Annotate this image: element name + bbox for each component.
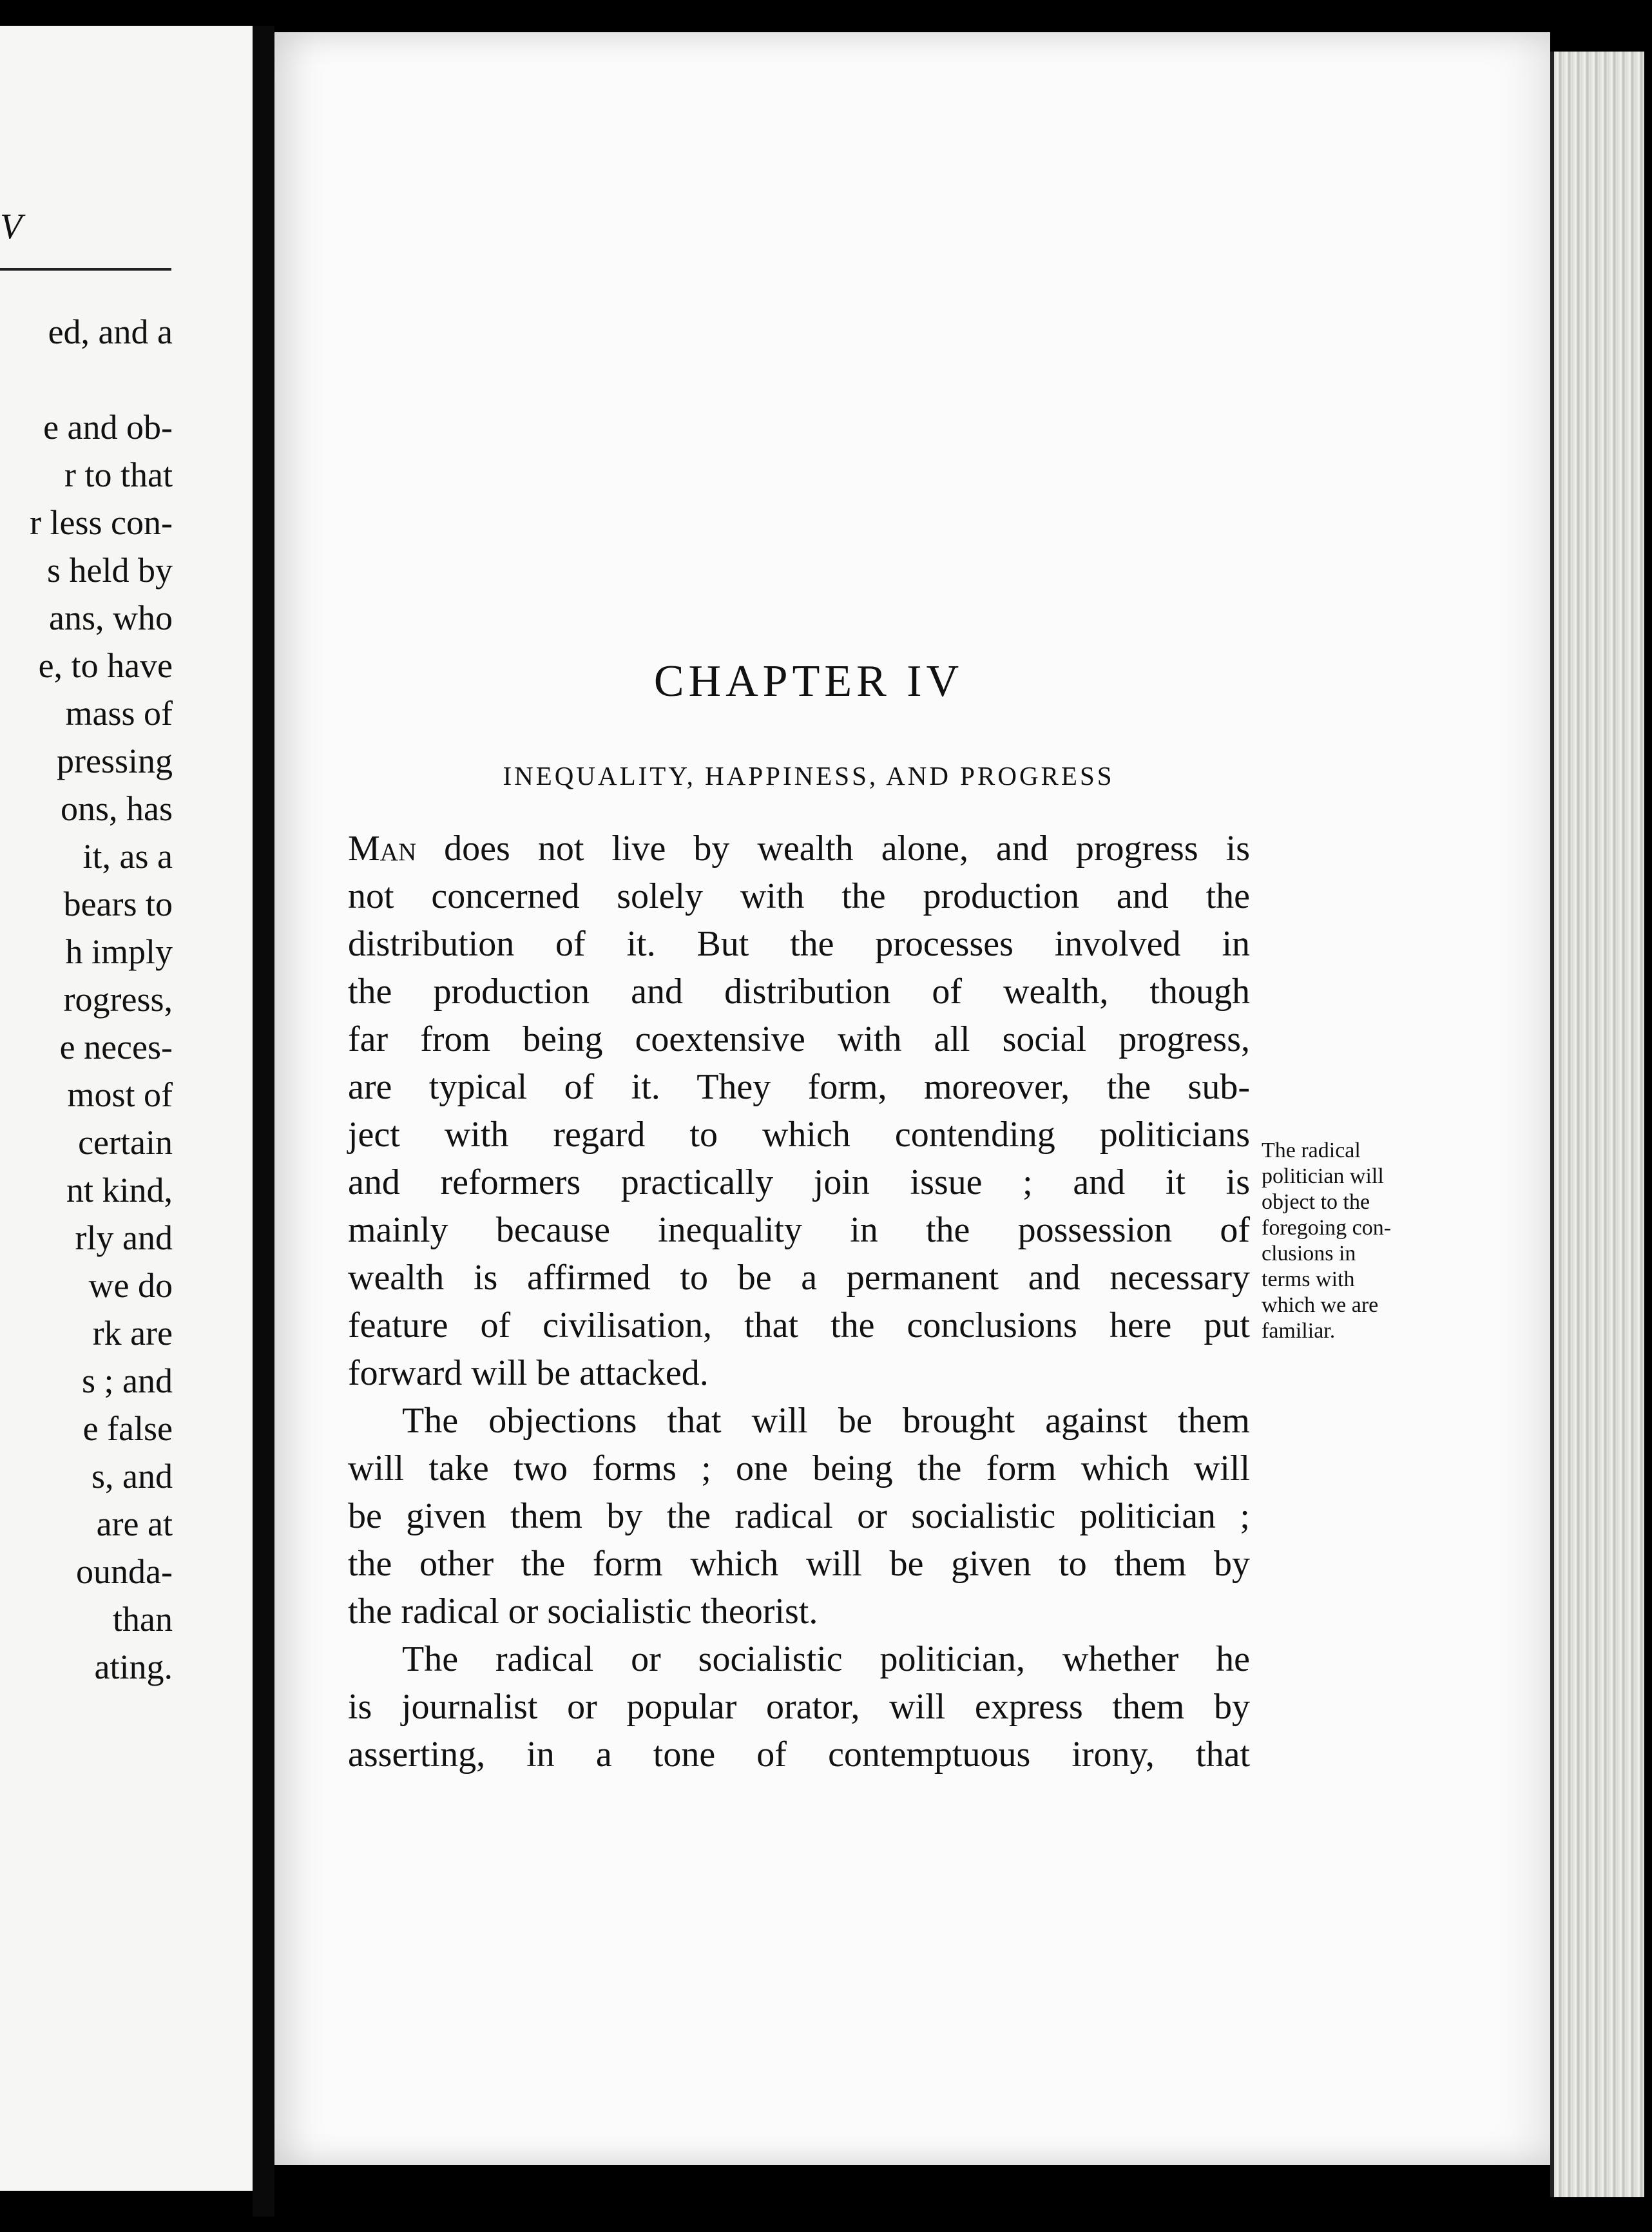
body-line: distribution of it. But the processes involved in: [348, 924, 1250, 964]
left-line: ons, has: [61, 789, 173, 828]
chapter-subtitle: INEQUALITY, HAPPINESS, AND PROGRESS: [503, 761, 1115, 791]
left-line: e, to have: [38, 646, 173, 685]
body-line: mainly because inequality in the possession of: [348, 1210, 1250, 1250]
body-line: the production and distribution of wealth, though: [348, 972, 1250, 1012]
body-line: far from being coextensive with all social progress,: [348, 1019, 1250, 1059]
marginal-note-line: terms with: [1262, 1267, 1355, 1291]
left-line: most of: [67, 1075, 173, 1114]
left-line: h imply: [65, 932, 173, 971]
body-line: The radical or socialistic politician, whether he: [402, 1639, 1250, 1679]
paragraph-1: [348, 825, 1250, 1397]
left-line: s held by: [47, 551, 173, 590]
left-header-rule: [0, 268, 171, 271]
left-line: rly and: [75, 1218, 173, 1257]
marginal-note-line: foregoing con-: [1262, 1216, 1392, 1240]
paragraph-2: [348, 1397, 1250, 1635]
body-line-text: does not live by wealth alone, and progress is: [416, 829, 1250, 869]
left-line: e false: [82, 1409, 173, 1448]
chapter-title: CHAPTER IV: [653, 657, 964, 706]
marginal-note-line: object to the: [1262, 1190, 1370, 1214]
left-line: bears to: [63, 885, 173, 923]
left-facing-page: [0, 26, 253, 2191]
body-line: wealth is affirmed to be a permanent and necessary: [348, 1258, 1250, 1298]
body-line: forward will be attacked.: [348, 1353, 709, 1393]
marginal-note: [1262, 1138, 1416, 1344]
body-line: The objections that will be brought against them: [402, 1401, 1250, 1441]
marginal-note-line: clusions in: [1262, 1242, 1356, 1265]
left-line: mass of: [65, 694, 173, 733]
body-line: be given them by the radical or socialistic politician ;: [348, 1496, 1250, 1536]
marginal-note-line: politician will: [1262, 1164, 1384, 1188]
body-line: the radical or socialistic theorist.: [348, 1592, 818, 1631]
left-line: ans, who: [49, 599, 173, 637]
marginal-note-line: which we are: [1262, 1293, 1379, 1317]
body-line: [348, 825, 1250, 872]
left-line: certain: [78, 1123, 173, 1162]
left-line: nt kind,: [66, 1171, 173, 1209]
left-line: r less con-: [30, 503, 173, 542]
marginal-note-line: The radical: [1262, 1139, 1361, 1162]
left-line: rk are: [92, 1314, 173, 1352]
left-line: e neces-: [59, 1028, 173, 1066]
paragraph-3: [348, 1635, 1250, 1778]
left-line: than: [113, 1600, 173, 1639]
left-line: pressing: [57, 742, 173, 780]
left-page-text: [30, 308, 173, 1691]
left-line: e and ob-: [43, 408, 173, 447]
left-line: we do: [88, 1266, 173, 1305]
book-gutter: [253, 26, 274, 2217]
left-line: are at: [96, 1505, 173, 1543]
body-line: are typical of it. They form, moreover, the sub-: [348, 1067, 1250, 1107]
left-running-header: V: [0, 207, 23, 247]
left-line: ating.: [94, 1648, 173, 1686]
body-line: is journalist or popular orator, will express them by: [348, 1687, 1250, 1727]
left-line: ounda-: [76, 1552, 173, 1591]
left-line: s, and: [91, 1457, 173, 1496]
left-line: r to that: [64, 456, 173, 494]
left-line: s ; and: [82, 1361, 173, 1400]
body-line: will take two forms ; one being the form which will: [348, 1448, 1250, 1488]
left-line: ed, and a: [48, 313, 173, 351]
drop-lead-word: Man: [348, 829, 417, 869]
page-edges: [1550, 52, 1644, 2197]
body-line: the other the form which will be given to them by: [348, 1544, 1250, 1584]
body-line: and reformers practically join issue ; and it is: [348, 1162, 1250, 1202]
body-line: ject with regard to which contending politicians: [348, 1115, 1250, 1155]
left-line: it, as a: [82, 837, 173, 876]
body-line: feature of civilisation, that the conclusions here put: [348, 1305, 1250, 1345]
left-line: rogress,: [63, 980, 173, 1019]
marginal-note-line: familiar.: [1262, 1319, 1336, 1343]
chapter-body: [348, 825, 1250, 1778]
body-line: not concerned solely with the production and the: [348, 876, 1250, 916]
body-line: asserting, in a tone of contemptuous irony, that: [348, 1735, 1250, 1775]
